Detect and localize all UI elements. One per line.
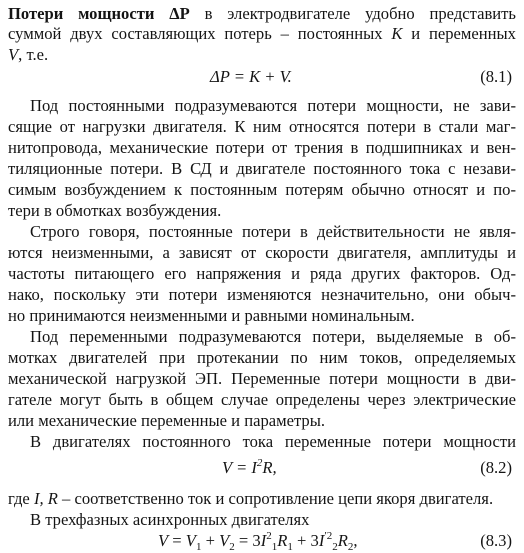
para-strictly-line: Строго говоря, постоянные потери в действительности не явля-: [30, 222, 516, 241]
where-rest: – соответственно ток и сопротивление цепи якоря двигателя.: [57, 489, 494, 508]
intro-text: суммой двух составляющих потерь – постоянных: [8, 24, 392, 43]
para-async-line: В трехфазных асинхронных двигателях: [30, 510, 310, 529]
eq-lhs: V = I: [222, 458, 257, 477]
eq-rhs: R,: [262, 458, 277, 477]
para-constant-line: тиляционные потери. В СД и двигателе постоянного тока с незави-: [8, 159, 516, 178]
para-variable-line: Под переменными подразумеваются потери, выделяемые в об-: [30, 327, 516, 346]
var-V: V: [8, 45, 19, 64]
para-variable-line: или механические переменные и параметры.: [8, 411, 326, 430]
para-strictly-line: но принимаются неизменными и равными номинальным.: [8, 306, 415, 325]
para-strictly-line: частоты питающего его напряжения и ряда других факторов. Од-: [8, 264, 516, 283]
where-line: [8, 489, 516, 510]
para-variable-line: механической нагрузкой ЭП. Переменные потери мощности в дви-: [8, 369, 516, 388]
eq-power: 2: [256, 457, 263, 469]
equation-number-8-2: (8.2): [480, 458, 512, 477]
para-constant-line: Под постоянными подразумеваются потери мощности, не зави-: [30, 96, 516, 115]
para-constant-line: симым возбуждением к постоянным потерям обычно относят и по-: [8, 180, 516, 199]
intro-text: , т.е.: [18, 45, 49, 64]
intro-text: и переменных: [402, 24, 516, 43]
equation-number-8-1: (8.1): [480, 67, 512, 86]
intro-text: в электродвигателе удобно представить: [189, 4, 516, 23]
intro-line-1: [8, 4, 516, 25]
where-vars: I, R: [33, 489, 58, 508]
para-strictly-line: ются неизменными, а зависят от скорости двигателя, амплитуды и: [8, 243, 516, 262]
where-prefix: где: [8, 489, 34, 508]
equation-8-3: $V = V_1 + V_2 = 3I^2_1R_1 + 3I^{'2}_2R_2$,: [158, 530, 358, 553]
equation-8-2: [222, 458, 277, 479]
intro-line-3: [8, 45, 516, 66]
para-variable-line: гателе могут быть в общем случае определены через электрические: [8, 390, 516, 409]
para-dc-line: В двигателях постоянного тока переменные потери мощности: [30, 432, 516, 451]
equation-number-8-3: (8.3): [480, 531, 512, 550]
para-constant-line: нитопровода, механические потери от трения в подшипниках и вен-: [8, 138, 516, 157]
para-constant-line: сящие от нагрузки двигателя. К ним относятся потери в стали маг-: [8, 117, 516, 136]
intro-line-2: [8, 24, 516, 45]
para-strictly-line: нако, поскольку эти потери изменяются незначительно, они обыч-: [8, 285, 516, 304]
term-loss-power: Потери мощности ΔР: [8, 4, 190, 23]
para-constant-line: тери в обмотках возбуждения.: [8, 201, 222, 220]
para-variable-line: мотках двигателей при протекании по ним токов, определяемых: [8, 348, 516, 367]
var-K: K: [391, 24, 403, 43]
equation-8-1: ΔP = K + V.: [210, 67, 292, 86]
